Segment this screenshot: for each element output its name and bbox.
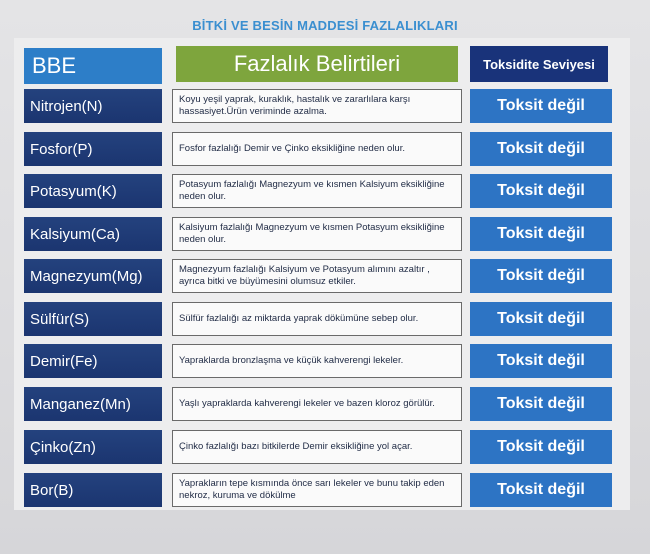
table-row — [0, 89, 650, 123]
table-row — [0, 473, 650, 507]
toxicity-badge: Toksit değil — [470, 473, 612, 507]
element-name: Sülfür(S) — [24, 302, 162, 336]
toxicity-badge: Toksit değil — [470, 174, 612, 208]
toxicity-badge: Toksit değil — [470, 132, 612, 166]
symptom-text: Yaşlı yapraklarda kahverengi lekeler ve bazen kloroz görülür. — [172, 387, 462, 421]
symptom-text: Yapraklarda bronzlaşma ve küçük kahverengi lekeler. — [172, 344, 462, 378]
table-row — [0, 132, 650, 166]
element-name: Potasyum(K) — [24, 174, 162, 208]
element-name: Bor(B) — [24, 473, 162, 507]
table-row — [0, 259, 650, 293]
element-name: Fosfor(P) — [24, 132, 162, 166]
toxicity-badge: Toksit değil — [470, 387, 612, 421]
page-title: BİTKİ VE BESİN MADDESİ FAZLALIKLARI — [192, 18, 458, 33]
element-name: Kalsiyum(Ca) — [24, 217, 162, 251]
toxicity-badge: Toksit değil — [470, 217, 612, 251]
table-row — [0, 430, 650, 464]
element-name: Çinko(Zn) — [24, 430, 162, 464]
symptom-text: Yaprakların tepe kısmında önce sarı lekeler ve bunu takip eden nekroz, kuruma ve dökülme — [172, 473, 462, 507]
element-name: Magnezyum(Mg) — [24, 259, 162, 293]
table-row — [0, 302, 650, 336]
header-element: BBE — [24, 48, 162, 84]
element-name: Nitrojen(N) — [24, 89, 162, 123]
table-row — [0, 344, 650, 378]
symptom-text: Çinko fazlalığı bazı bitkilerde Demir eksikliğine yol açar. — [172, 430, 462, 464]
table-row — [0, 387, 650, 421]
symptom-text: Fosfor fazlalığı Demir ve Çinko eksikliğine neden olur. — [172, 132, 462, 166]
element-name: Manganez(Mn) — [24, 387, 162, 421]
header-toxicity: Toksidite Seviyesi — [470, 46, 608, 82]
table-row — [0, 174, 650, 208]
element-name: Demir(Fe) — [24, 344, 162, 378]
symptom-text: Koyu yeşil yaprak, kuraklık, hastalık ve zararlılara karşı hassasiyet.Ürün veriminde azalma. — [172, 89, 462, 123]
table-row — [0, 217, 650, 251]
symptom-text: Potasyum fazlalığı Magnezyum ve kısmen Kalsiyum eksikliğine neden olur. — [172, 174, 462, 208]
toxicity-badge: Toksit değil — [470, 344, 612, 378]
toxicity-badge: Toksit değil — [470, 89, 612, 123]
toxicity-badge: Toksit değil — [470, 302, 612, 336]
toxicity-badge: Toksit değil — [470, 259, 612, 293]
symptom-text: Sülfür fazlalığı az miktarda yaprak dökümüne sebep olur. — [172, 302, 462, 336]
toxicity-badge: Toksit değil — [470, 430, 612, 464]
header-symptoms: Fazlalık Belirtileri — [176, 46, 458, 82]
symptom-text: Kalsiyum fazlalığı Magnezyum ve kısmen Potasyum eksikliğine neden olur. — [172, 217, 462, 251]
symptom-text: Magnezyum fazlalığı Kalsiyum ve Potasyum alımını azaltır , ayrıca bitki ve büyümesini olumsuz etkiler. — [172, 259, 462, 293]
